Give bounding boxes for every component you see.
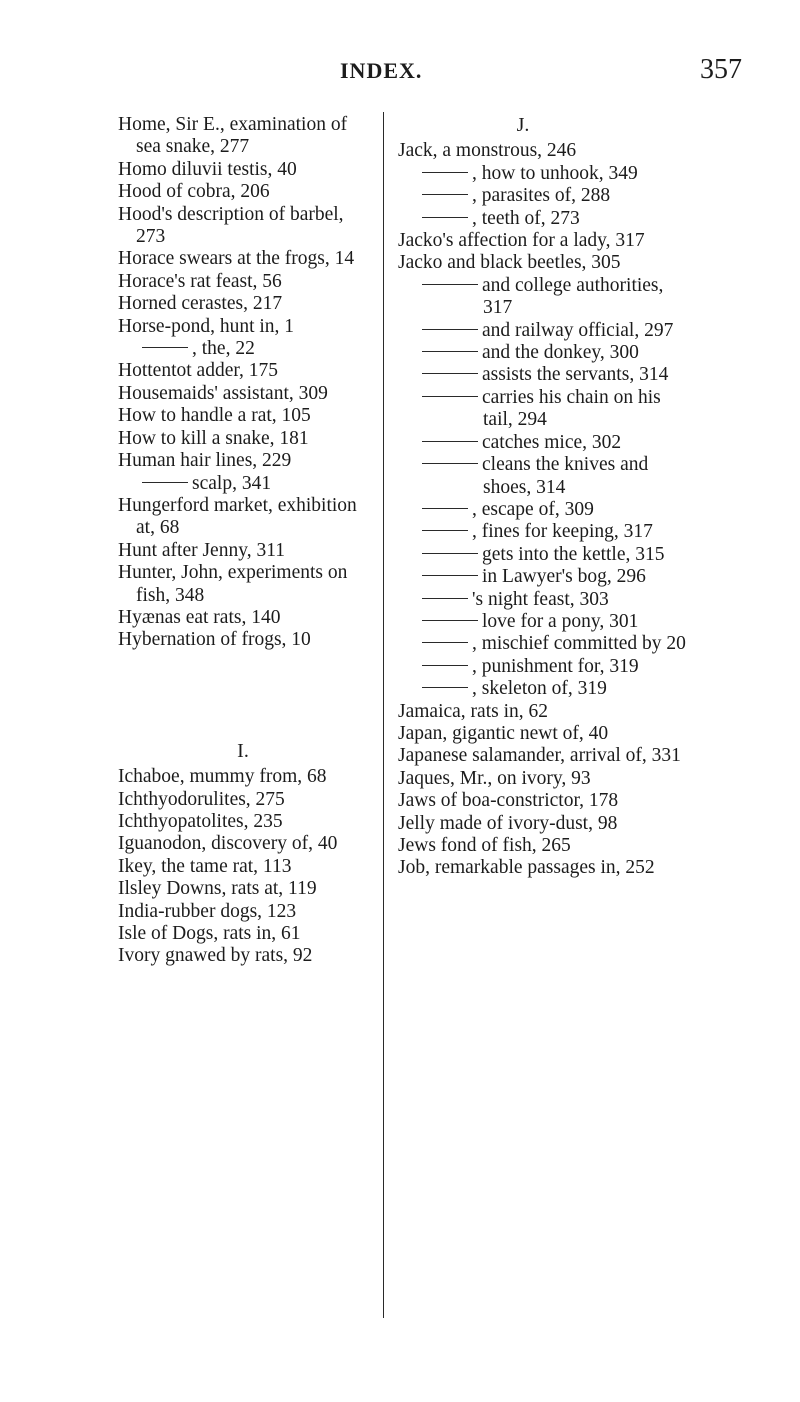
index-entry [118,878,368,900]
index-entry [398,342,686,364]
index-entry-text: Hunter, John, experiments on fish, 348 [118,562,348,606]
index-entry-text: , skeleton of, 319 [472,678,607,700]
index-entry [398,701,686,723]
index-entry-text: How to kill a snake, 181 [118,427,309,449]
running-head-title: INDEX. [340,58,423,83]
ditto-dash [422,687,468,688]
page-number: 357 [700,54,742,85]
running-head [0,54,800,88]
index-entry-text: Hunt after Jenny, 311 [118,539,285,561]
index-entry-text: Ichthyodorulites, 275 [118,788,285,810]
ditto-dash [422,620,478,621]
index-entry [118,360,368,382]
left-column [118,114,368,968]
ditto-dash [422,530,468,531]
j-entries [398,140,686,879]
index-entry [398,163,686,185]
index-entry [398,499,686,521]
index-entry-text: Housemaids' assistant, 309 [118,382,328,404]
index-entry [398,566,686,588]
index-entry [398,857,686,879]
index-entry-text: Ichaboe, mummy from, 68 [118,766,327,788]
index-entry-text: Japanese salamander, arrival of, 331 [398,745,681,767]
index-entry [118,789,368,811]
index-entry-text: scalp, 341 [192,472,272,494]
index-entry [118,811,368,833]
index-entry-text: , how to unhook, 349 [472,162,638,184]
index-entry-text: Jews fond of fish, 265 [398,835,571,856]
section-heading-i: I. [237,739,249,762]
ditto-dash [422,642,468,643]
index-entry-text: India-rubber dogs, 123 [118,900,297,922]
index-entry-text: , fines for keeping, 317 [472,521,653,543]
index-entry [398,813,686,835]
index-entry-text: Ikey, the tame rat, 113 [118,855,292,877]
index-entry-text: 's night feast, 303 [472,588,609,610]
section-heading-j: J. [516,114,530,136]
index-entry-text: and railway official, 297 [482,319,674,341]
index-entry [118,383,368,405]
index-entry-text: Home, Sir E., examination of sea snake, 277 [118,114,348,158]
index-entry [398,723,686,745]
index-entry [118,114,368,159]
index-entry [118,338,368,360]
index-entry [398,835,686,857]
index-entry [118,204,368,249]
index-entry [398,589,686,611]
index-entry-text: in Lawyer's bog, 296 [482,566,646,588]
index-entry-text: Jelly made of ivory-dust, 98 [398,812,618,834]
index-entry [398,320,686,342]
ditto-dash [422,329,478,330]
ditto-dash [422,194,468,195]
index-entry-text: Hybernation of frogs, 10 [118,629,311,651]
index-entry-text: Ichthyopatolites, 235 [118,810,283,832]
index-entry-text: and the donkey, 300 [482,342,639,364]
index-entry-text: , punishment for, 319 [472,655,639,677]
index-entry-text: Iguanodon, discovery of, 40 [118,833,338,855]
index-entry [118,293,368,315]
index-entry [398,252,686,274]
index-entry [118,923,368,945]
index-entry [118,248,368,270]
index-entry [398,633,686,655]
index-entry-text: Ilsley Downs, rats at, 119 [118,878,317,900]
index-entry [118,473,368,495]
ditto-dash [142,347,188,348]
index-entry [118,540,368,562]
index-entry-text: assists the servants, 314 [482,364,669,386]
index-entry [118,901,368,923]
index-entry [118,629,368,651]
index-entry [118,562,368,607]
ditto-dash [422,351,478,352]
index-entry-text: , teeth of, 273 [472,207,580,229]
column-divider [383,112,384,1318]
index-entry [398,521,686,543]
index-entry [398,790,686,812]
index-entry [398,678,686,700]
ditto-dash [422,665,468,666]
section-gap [118,652,368,740]
ditto-dash [422,575,478,576]
index-entry-text: Horace's rat feast, 56 [118,270,282,292]
index-entry [118,271,368,293]
index-entry [118,766,368,788]
index-entry-text: love for a pony, 301 [482,610,639,632]
index-entry [398,140,686,162]
index-entry-text: Horse-pond, hunt in, 1 [118,315,295,337]
index-entry-text: Jamaica, rats in, 62 [398,700,548,722]
index-entry-text: Job, remarkable passages in, 252 [398,857,655,879]
index-entry [398,230,686,252]
index-entry [398,768,686,790]
ditto-dash [422,463,478,464]
index-entry-text: cleans the knives and shoes, 314 [482,454,649,498]
index-entry [118,181,368,203]
index-entry-text: , the, 22 [192,338,255,360]
ditto-dash [422,598,468,599]
index-entry [398,656,686,678]
ditto-dash [422,373,478,374]
index-entry-text: Jacko and black beetles, 305 [398,252,621,274]
index-entry-text: catches mice, 302 [482,431,622,453]
index-entry-text: Horned cerastes, 217 [118,293,283,315]
index-entry-text: Human hair lines, 229 [118,450,292,472]
index-entry [118,428,368,450]
index-entry [398,745,686,767]
ditto-dash [142,482,188,483]
h-entries [118,114,368,652]
index-entry [118,607,368,629]
index-entry [118,495,368,540]
index-entry-text: Hyænas eat rats, 140 [118,606,281,628]
right-column [398,114,686,880]
index-entry [398,454,686,499]
ditto-dash [422,553,478,554]
ditto-dash [422,441,478,442]
index-entry-text: Ivory gnawed by rats, 92 [118,945,313,967]
index-entry [118,316,368,338]
index-entry-text: Jaws of boa-constrictor, 178 [398,790,619,812]
index-entry [118,945,368,967]
index-entry [118,856,368,878]
ditto-dash [422,396,478,397]
ditto-dash [422,217,468,218]
index-entry-text: carries his chain on his tail, 294 [482,386,661,431]
index-entry-text: Hood's description of barbel, 273 [118,203,344,248]
i-entries [118,766,368,968]
index-entry-text: Hungerford market, exhibition at, 68 [118,494,357,539]
index-entry [118,159,368,181]
index-entry [398,611,686,633]
index-entry [398,364,686,386]
index-entry [118,405,368,427]
index-entry-text: , parasites of, 288 [472,185,611,207]
index-entry-text: gets into the kettle, 315 [482,543,665,565]
index-entry-text: Jack, a monstrous, 246 [398,140,577,162]
index-entry-text: Hottentot adder, 175 [118,360,279,382]
index-entry [398,432,686,454]
index-entry-text: How to handle a rat, 105 [118,405,311,427]
index-entry-text: Jaques, Mr., on ivory, 93 [398,767,591,789]
index-entry [398,387,686,432]
index-entry [118,833,368,855]
index-entry-text: Homo diluvii testis, 40 [118,158,297,180]
index-entry-text: , escape of, 309 [472,498,594,520]
ditto-dash [422,508,468,509]
index-entry-text: and college authorities, 317 [482,274,664,319]
index-entry-text: Jacko's affection for a lady, 317 [398,230,645,252]
index-entry-text: Horace swears at the frogs, 14 [118,248,355,270]
index-entry-text: , mischief committed by 20 [472,633,686,655]
index-entry-text: Isle of Dogs, rats in, 61 [118,923,301,944]
index-entry-text: Japan, gigantic newt of, 40 [398,722,609,744]
index-entry [398,185,686,207]
index-entry [398,275,686,320]
index-entry [118,450,368,472]
ditto-dash [422,172,468,173]
index-entry-text: Hood of cobra, 206 [118,181,270,203]
index-entry [398,544,686,566]
index-entry [398,208,686,230]
ditto-dash [422,284,478,285]
